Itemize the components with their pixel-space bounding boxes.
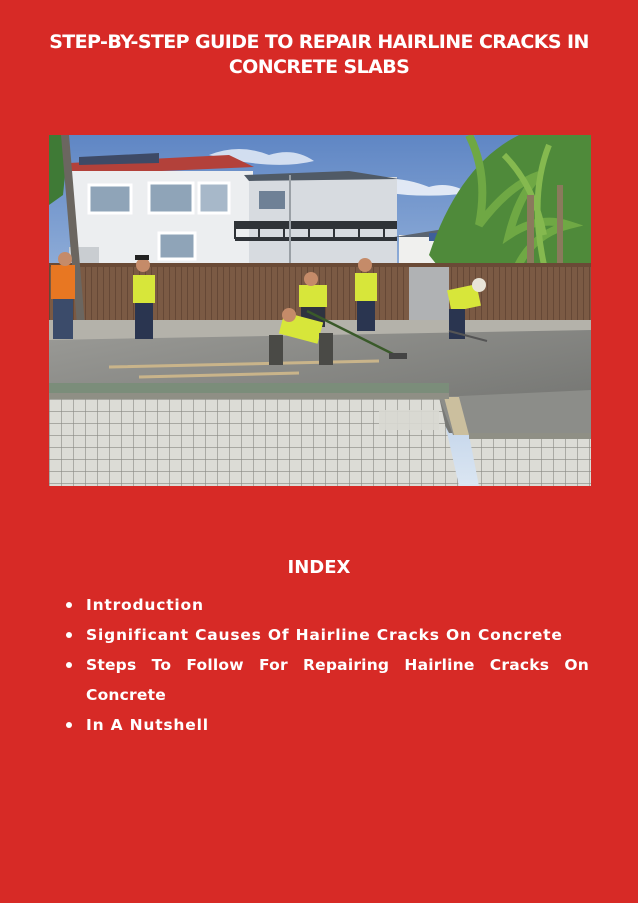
page-title: STEP-BY-STEP GUIDE TO REPAIR HAIRLINE CRACKS IN CONCRETE SLABS [49,31,589,78]
bullet-icon [66,662,72,668]
hero-photo [49,135,591,486]
bullet-icon [66,722,72,728]
list-item-text: Significant Causes Of Hairline Cracks On Concrete [86,626,563,644]
index-list [66,590,589,740]
list-item [66,620,589,650]
list-item-text: Steps To Follow For Repairing Hairline Cracks On Concrete [86,656,589,704]
list-item-text: Introduction [86,596,204,614]
bullet-icon [66,632,72,638]
bullet-icon [66,602,72,608]
list-item [66,650,589,710]
list-item [66,590,589,620]
list-item-text: In A Nutshell [86,716,209,734]
list-item [66,710,589,740]
index-heading: INDEX [287,557,351,578]
